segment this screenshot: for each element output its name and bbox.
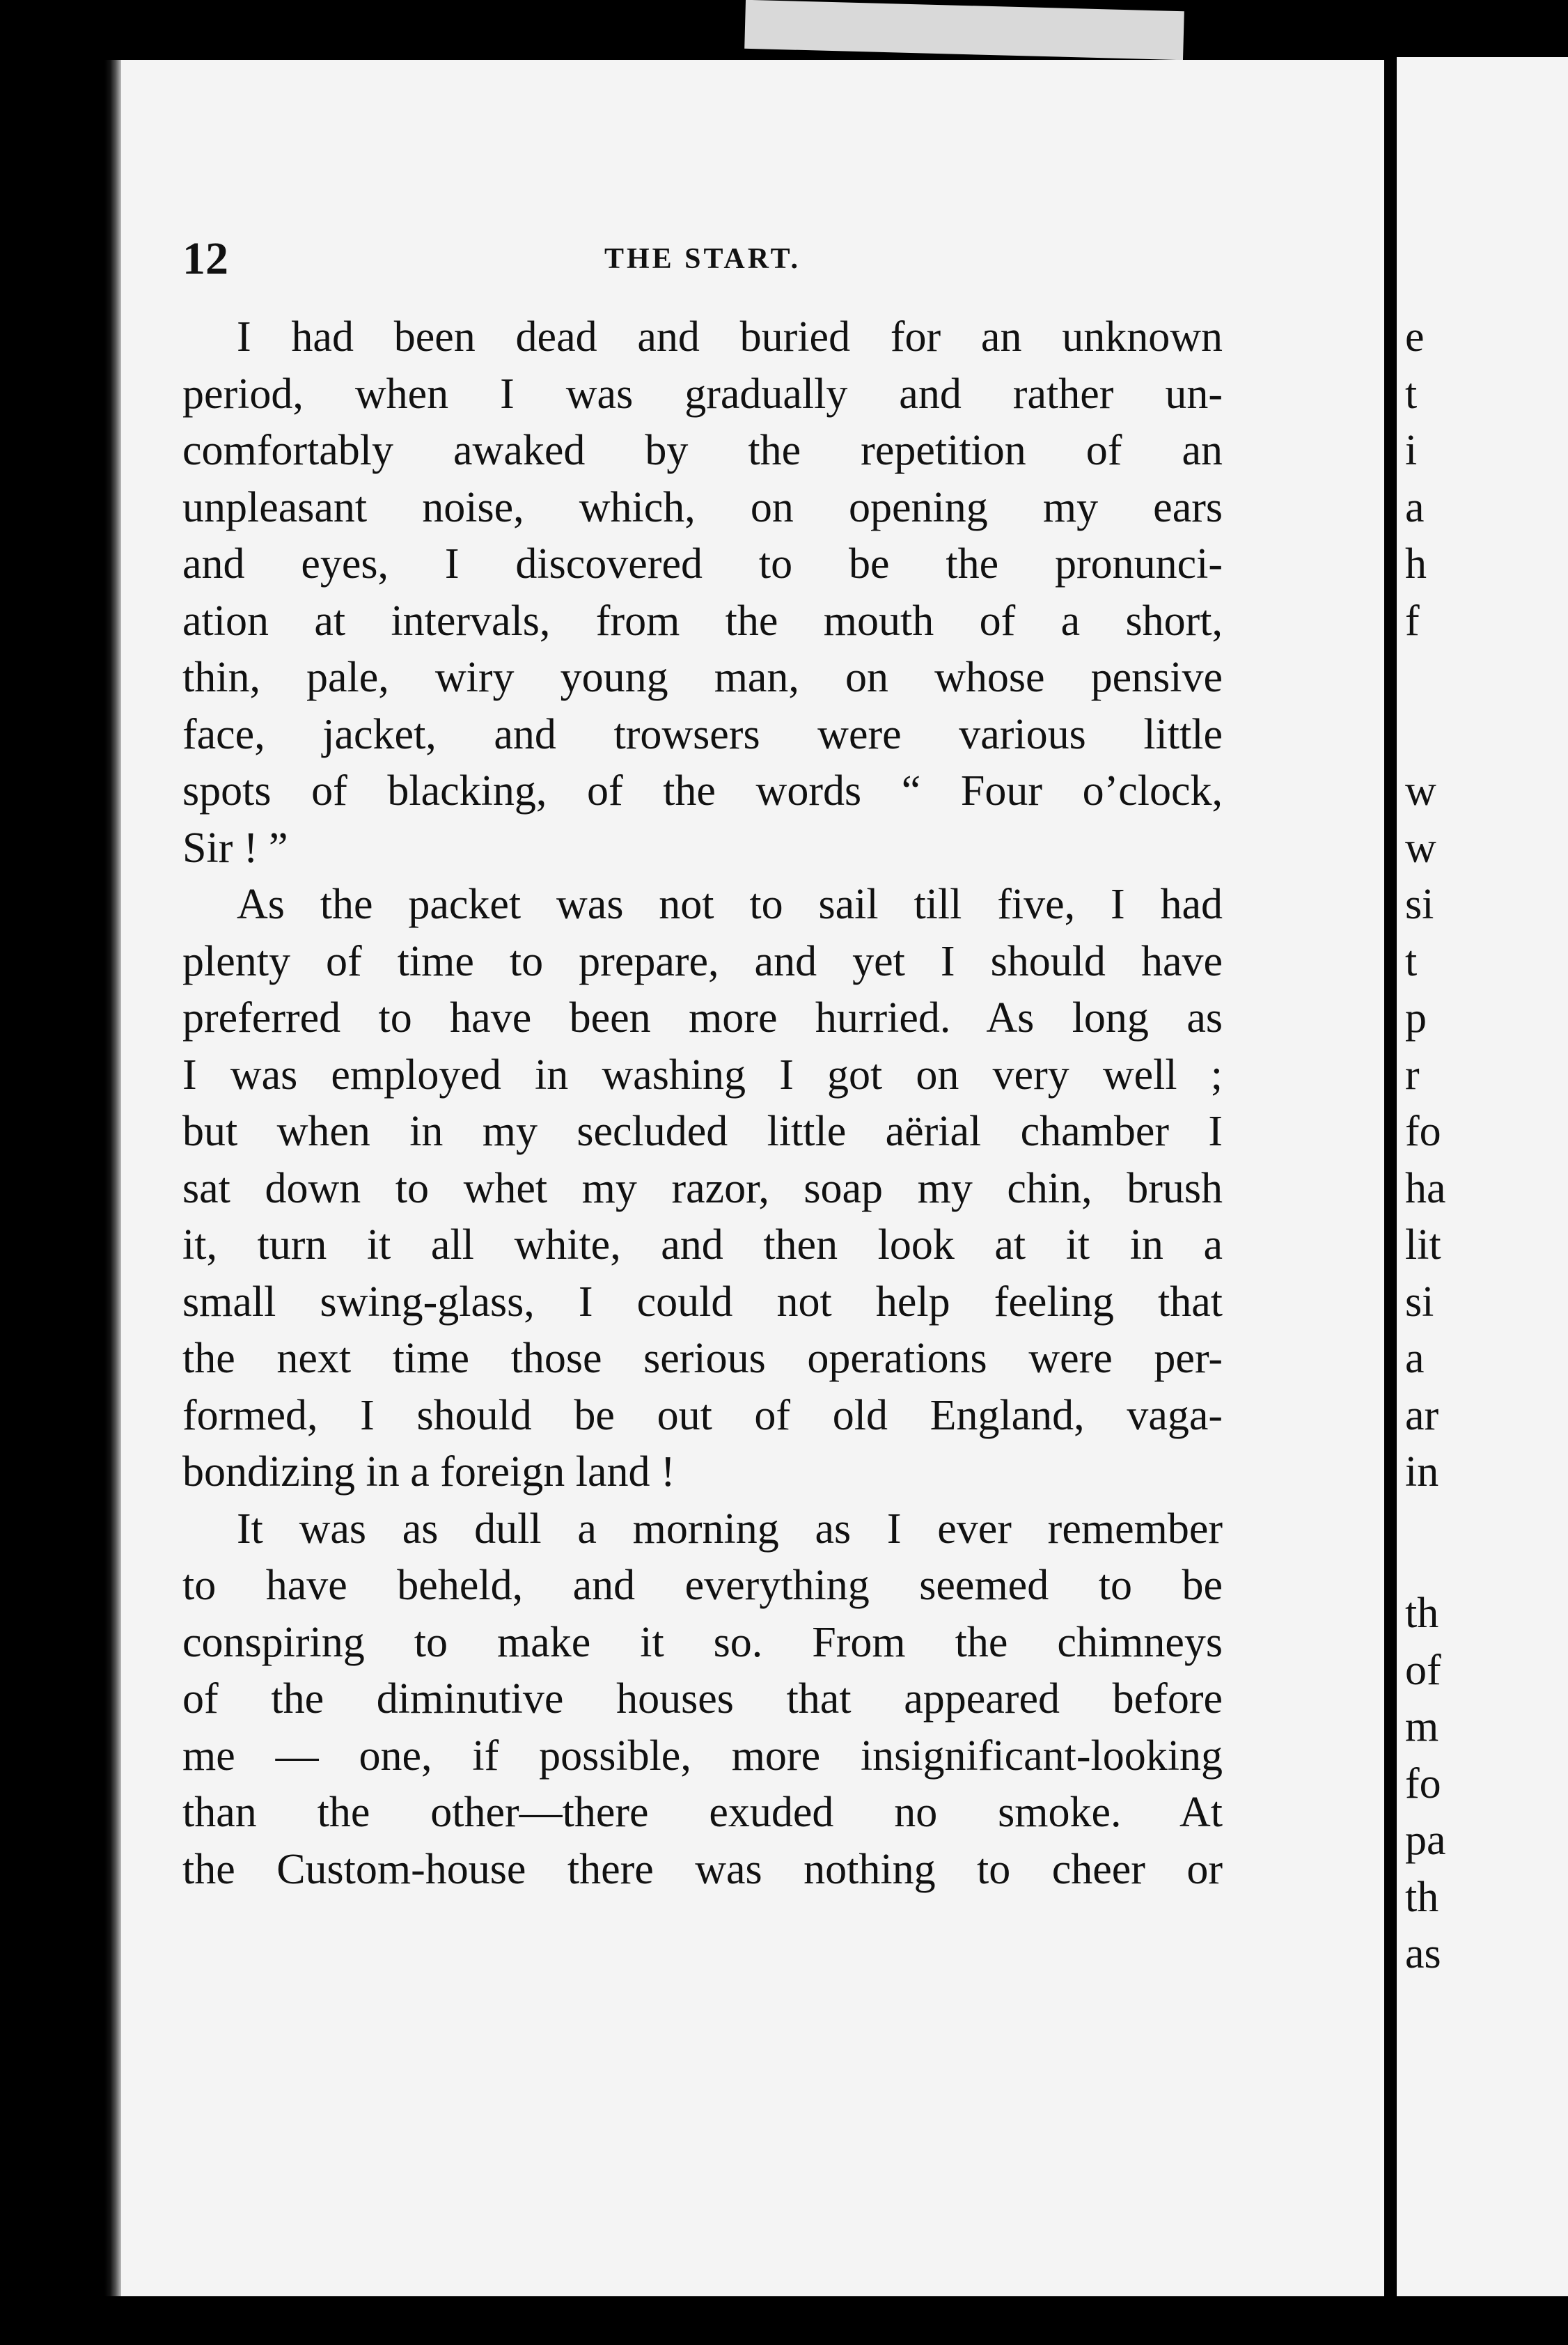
page-number: 12 — [182, 233, 228, 284]
text-fragment: ar — [1405, 1391, 1439, 1439]
text-fragment: ha — [1405, 1164, 1446, 1212]
text-line: formed, I should be out of old England, vaga- — [182, 1391, 1223, 1439]
text-fragment: t — [1405, 370, 1418, 418]
body-text — [182, 309, 1223, 1898]
text-fragment: a — [1405, 1335, 1425, 1382]
text-fragment: of — [1405, 1646, 1441, 1694]
text-line: sat down to whet my razor, soap my chin, brush — [182, 1164, 1223, 1212]
text-line: to have beheld, and everything seemed to be — [182, 1562, 1223, 1609]
text-line: I was employed in washing I got on very well ; — [182, 1051, 1223, 1099]
text-line: comfortably awaked by the repetition of an — [182, 427, 1223, 474]
text-fragment: p — [1405, 994, 1427, 1042]
text-fragment: t — [1405, 937, 1418, 985]
text-line: ation at intervals, from the mouth of a short, — [182, 597, 1223, 645]
page-tab-strip — [744, 0, 1184, 60]
page-gutter-edge — [104, 60, 121, 2296]
text-line: the next time those serious operations were per- — [182, 1335, 1223, 1382]
text-line: face, jacket, and trowsers were various little — [182, 710, 1223, 758]
text-fragment: e — [1405, 313, 1425, 361]
text-line: spots of blacking, of the words “ Four o’clock, — [182, 767, 1223, 815]
text-fragment: i — [1405, 427, 1418, 474]
text-line: unpleasant noise, which, on opening my ears — [182, 483, 1223, 531]
text-line: but when in my secluded little aërial chamber I — [182, 1108, 1223, 1155]
text-line: period, when I was gradually and rather un- — [182, 370, 1223, 418]
text-fragment: r — [1405, 1051, 1420, 1099]
text-fragment: si — [1405, 1278, 1434, 1326]
text-fragment: th — [1405, 1590, 1439, 1637]
text-line: it, turn it all white, and then look at it in a — [182, 1221, 1223, 1269]
text-line: plenty of time to prepare, and yet I should have — [182, 937, 1223, 985]
text-fragment: th — [1405, 1873, 1439, 1921]
text-fragment: w — [1405, 767, 1436, 815]
text-fragment: m — [1405, 1703, 1439, 1750]
text-line: Sir ! ” — [182, 824, 288, 872]
text-line: me — one, if possible, more insignificant-looking — [182, 1732, 1223, 1780]
text-fragment: as — [1405, 1930, 1441, 1977]
text-line: than the other—there exuded no smoke. At — [182, 1789, 1223, 1836]
text-line: of the diminutive houses that appeared before — [182, 1675, 1223, 1723]
text-fragment: si — [1405, 881, 1434, 928]
text-fragment: w — [1405, 824, 1436, 872]
page-header — [182, 224, 1223, 294]
text-line: conspiring to make it so. From the chimneys — [182, 1618, 1223, 1666]
text-line: thin, pale, wiry young man, on whose pensive — [182, 654, 1223, 701]
text-line: I had been dead and buried for an unknown — [237, 313, 1223, 361]
text-line: As the packet was not to sail till five, I had — [237, 881, 1223, 928]
text-fragment: f — [1405, 597, 1420, 645]
text-fragment: in — [1405, 1448, 1439, 1496]
text-fragment: fo — [1405, 1759, 1441, 1807]
text-line: It was as dull a morning as I ever remember — [237, 1505, 1223, 1553]
text-fragment: h — [1405, 540, 1427, 588]
running-head: THE START. — [604, 243, 801, 275]
text-line: the Custom-house there was nothing to cheer or — [182, 1845, 1223, 1893]
text-line: bondizing in a foreign land ! — [182, 1448, 675, 1496]
text-line: small swing-glass, I could not help feeling that — [182, 1278, 1223, 1326]
text-fragment: lit — [1405, 1221, 1441, 1269]
text-fragment: fo — [1405, 1108, 1441, 1155]
text-fragment: a — [1405, 483, 1425, 531]
text-fragment: pa — [1405, 1817, 1446, 1864]
text-line: preferred to have been more hurried. As long as — [182, 994, 1223, 1042]
text-line: and eyes, I discovered to be the pronunci- — [182, 540, 1223, 588]
